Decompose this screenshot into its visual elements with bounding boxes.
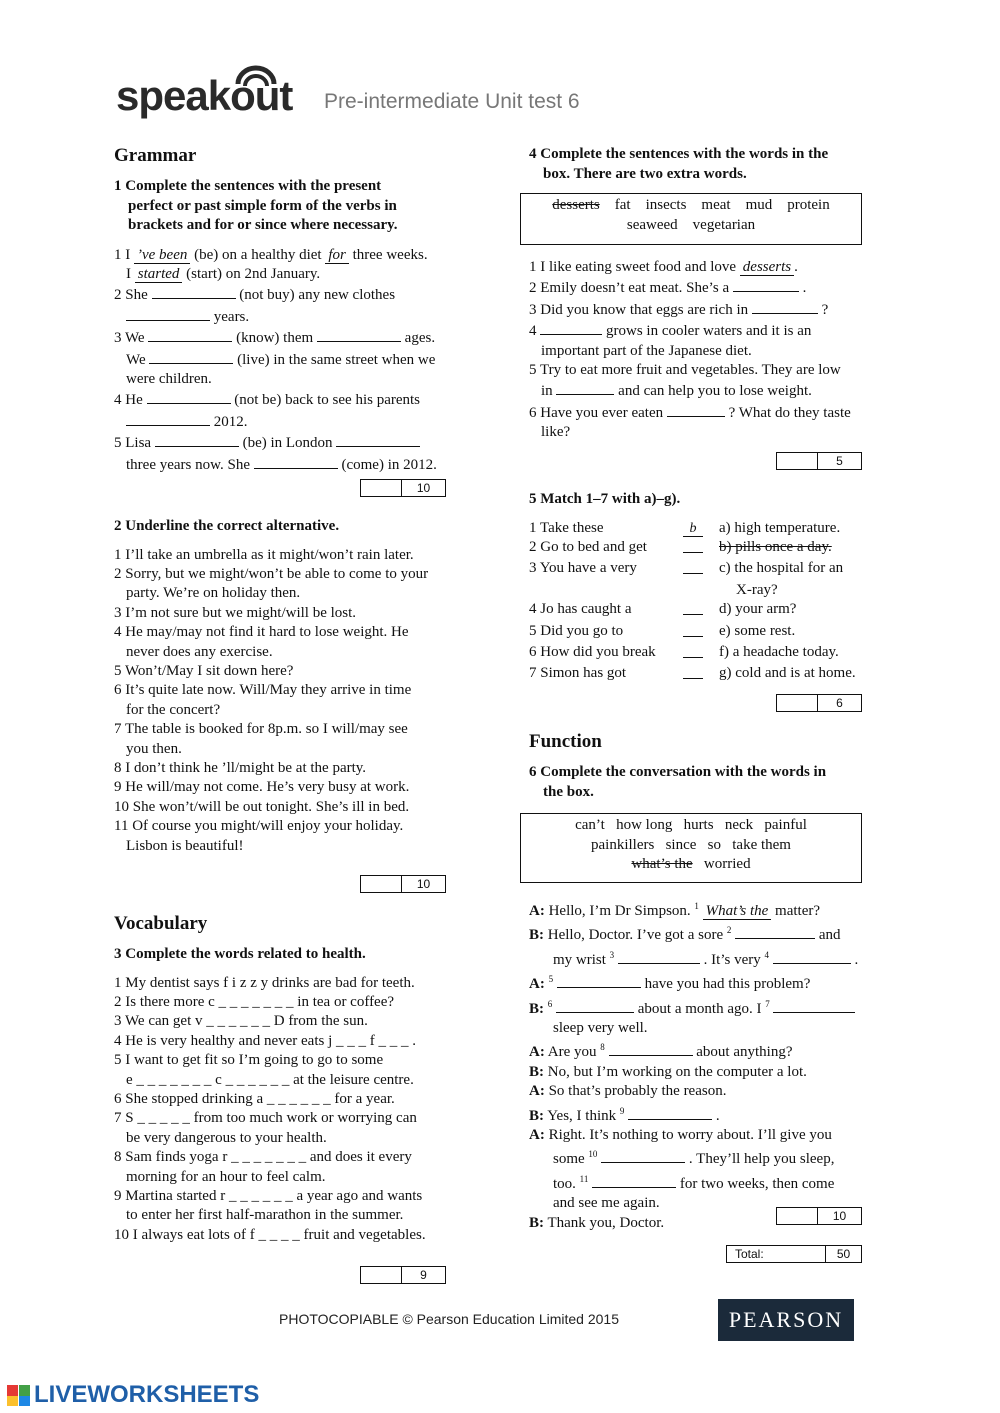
- answer-blank[interactable]: [609, 1041, 693, 1056]
- match-blank[interactable]: [683, 559, 703, 574]
- ex2-block: [114, 517, 474, 856]
- ex4-lines: 1 I like eating sweet food and love desserts . 2 Emily doesn’t eat meat. She’s a . 3 Did you know that eggs are rich in ? 4 grows in cooler waters and it is an important part of the Japanese diet. 5 Try to eat more fruit and vegetables. They are low in and can help you to lose weight. 6 Have you ever eaten ? What do they taste like?: [529, 259, 851, 441]
- answer-blank[interactable]: [148, 327, 232, 342]
- answer-blank[interactable]: [152, 284, 236, 299]
- answer-blank[interactable]: [540, 320, 602, 335]
- function-block: [529, 731, 889, 802]
- match-blank[interactable]: [683, 538, 703, 553]
- ex4-score-box: 5: [776, 452, 862, 470]
- answer-blank[interactable]: [592, 1173, 676, 1188]
- ex4-instructions: 4 Complete the sentences with the words in the box. There are two extra words.: [529, 146, 829, 182]
- ex5-instructions: 5 Match 1–7 with a)–g).: [529, 491, 681, 507]
- ex2-lines: 1 I’ll take an umbrella as it might/won’t rain later. 2 Sorry, but we might/won’t be able to come to your party. We’re on holiday then. 3 I’m not sure but we might/will be lost. 4 He may/may not find it hard to lose weight. He never does any exercise. 5 Won’t/May I sit down here? 6 It’s quite late now. Will/May they arrive in time for the concert? 7 The table is booked for 8p.m. so I will/may see you then. 8 I don’t think he ’ll/might be at the party. 9 He will/may not come. He’s very busy at work. 10 She won’t/will be out tonight. She’s ill in bed. 11 Of course you might/will enjoy your holiday. Lisbon is beautiful!: [114, 546, 429, 854]
- match-blank[interactable]: [683, 643, 703, 658]
- ex5-score-box: 6: [776, 694, 862, 712]
- answer-blank[interactable]: [733, 277, 799, 292]
- answer-blank[interactable]: [336, 432, 420, 447]
- left-column: [114, 140, 474, 475]
- ex1-lines: 1 I ’ve been (be) on a healthy diet for three weeks. I started (start) on 2nd January. 2 She (not buy) any new clothes years. 3 We (know) them ages. We (live) in the same street when we were children. 4 He (not be) back to see his parents 2012. 5 Lisa (be) in London three years now. She (come) in 2012.: [114, 246, 437, 473]
- ex2-score-box: 10: [360, 875, 446, 893]
- answer-blank[interactable]: [557, 973, 641, 988]
- answer-blank[interactable]: [628, 1105, 712, 1120]
- copyright-text: PHOTOCOPIABLE © Pearson Education Limited 2015: [279, 1311, 620, 1327]
- answer-blank[interactable]: [752, 299, 818, 314]
- answer-blank[interactable]: [556, 998, 634, 1013]
- answer-example: ’ve been: [134, 247, 190, 264]
- match-blank[interactable]: [683, 600, 703, 615]
- answer-blank[interactable]: [147, 389, 231, 404]
- ex2-instructions: 2 Underline the correct alternative.: [114, 518, 340, 534]
- ex4-word-box: desserts fat insects meat mud protein seaweed vegetarian: [520, 193, 862, 245]
- answer-blank[interactable]: [254, 454, 338, 469]
- ex6-instructions: 6 Complete the conversation with the words in the box.: [529, 764, 827, 800]
- liveworksheets-watermark: LIVEWORKSHEETS: [6, 1382, 259, 1408]
- answer-blank[interactable]: [601, 1148, 685, 1163]
- vocabulary-block: [114, 913, 474, 1245]
- ex1-instructions: 1 Complete the sentences with the present perfect or past simple form of the verbs in brackets and for or since where necessary.: [114, 178, 398, 233]
- ex5-block: [529, 490, 889, 686]
- answer-blank[interactable]: [317, 327, 401, 342]
- answer-blank[interactable]: [773, 949, 851, 964]
- function-heading: Function: [529, 731, 602, 752]
- grammar-heading: Grammar: [114, 145, 197, 166]
- ex5-rows: 1 Take these b a) high temperature. 2 Go to bed and get b) pills once a day. 3 You have a very c) the hospital for an X-ray? 4 Jo has caught a d) your arm? 5 Did you go to e) some rest. 6 How did you break f) a headache today. 7 Simon has got g) cold and is at home.: [529, 519, 856, 682]
- answer-blank[interactable]: [735, 924, 815, 939]
- ex3-instructions: 3 Complete the words related to health.: [114, 946, 366, 962]
- answer-blank[interactable]: [773, 998, 855, 1013]
- answer-blank[interactable]: [126, 411, 210, 426]
- ex3-score-box: 9: [360, 1266, 446, 1284]
- liveworksheets-logo-icon: [6, 1383, 32, 1407]
- pearson-logo: PEARSON: [718, 1299, 854, 1341]
- answer-blank[interactable]: [149, 349, 233, 364]
- answer-blank[interactable]: [667, 402, 725, 417]
- total-score-box: Total: 50: [726, 1245, 862, 1263]
- ex3-lines: 1 My dentist says f i z z y drinks are bad for teeth. 2 Is there more c _ _ _ _ _ _ _ in tea or coffee? 3 We can get v _ _ _ _ _ _ D from the sun. 4 He is very healthy and never eats j _ _ _ f _ _ _ . 5 I want to get fit so I’m going to go to some e _ _ _ _ _ _ _ c _ _ _ _ _ _ at the leisure centre. 6 She stopped drinking a _ _ _ _ _ _ for a year. 7 S _ _ _ _ _ from too much work or worrying can be very dangerous to your health. 8 Sam finds yoga r _ _ _ _ _ _ _ and does it every morning for an hour to feel calm. 9 Martina started r _ _ _ _ _ _ a year ago and wants to enter her first half-marathon in the summer. 10 I always eat lots of f _ _ _ _ fruit and vegetables.: [114, 974, 426, 1243]
- ex6-word-box: can’t how long hurts neck painful painkillers since so take them what’s the worried: [520, 813, 862, 883]
- brand-name: speakout: [116, 72, 293, 119]
- ex1-score-box: 10: [360, 479, 446, 497]
- answer-blank[interactable]: [556, 380, 614, 395]
- vocabulary-heading: Vocabulary: [114, 913, 208, 934]
- answer-blank[interactable]: [618, 949, 700, 964]
- answer-blank[interactable]: [155, 432, 239, 447]
- answer-blank[interactable]: [126, 306, 210, 321]
- match-blank[interactable]: [683, 622, 703, 637]
- ex6-dialogue: A: Hello, I’m Dr Simpson. $^1$ What’s the matter? B: Hello, Doctor. I’ve got a sore $^2$ and my wrist $^3$ . It’s very $^4$ . A: $^5$ have you had this problem? B: $^6$ about a month ago. I $^7$ sleep very well. A: Are you $^8$ about anything? B: No, but I’m working on the computer a lot. A: So that’s probably the reason. B: Yes, I think $^9$ . A: Right. It’s nothing to worry about. I’ll give you some $^{10}$ . They’ll help you sleep, too. $^{11}$ for two weeks, then come and see me again. B: Thank you, Doctor.: [529, 901, 859, 1231]
- ex6-score-box: 10: [776, 1207, 862, 1225]
- page-title: Pre-intermediate Unit test 6: [324, 90, 580, 113]
- match-blank[interactable]: [683, 664, 703, 679]
